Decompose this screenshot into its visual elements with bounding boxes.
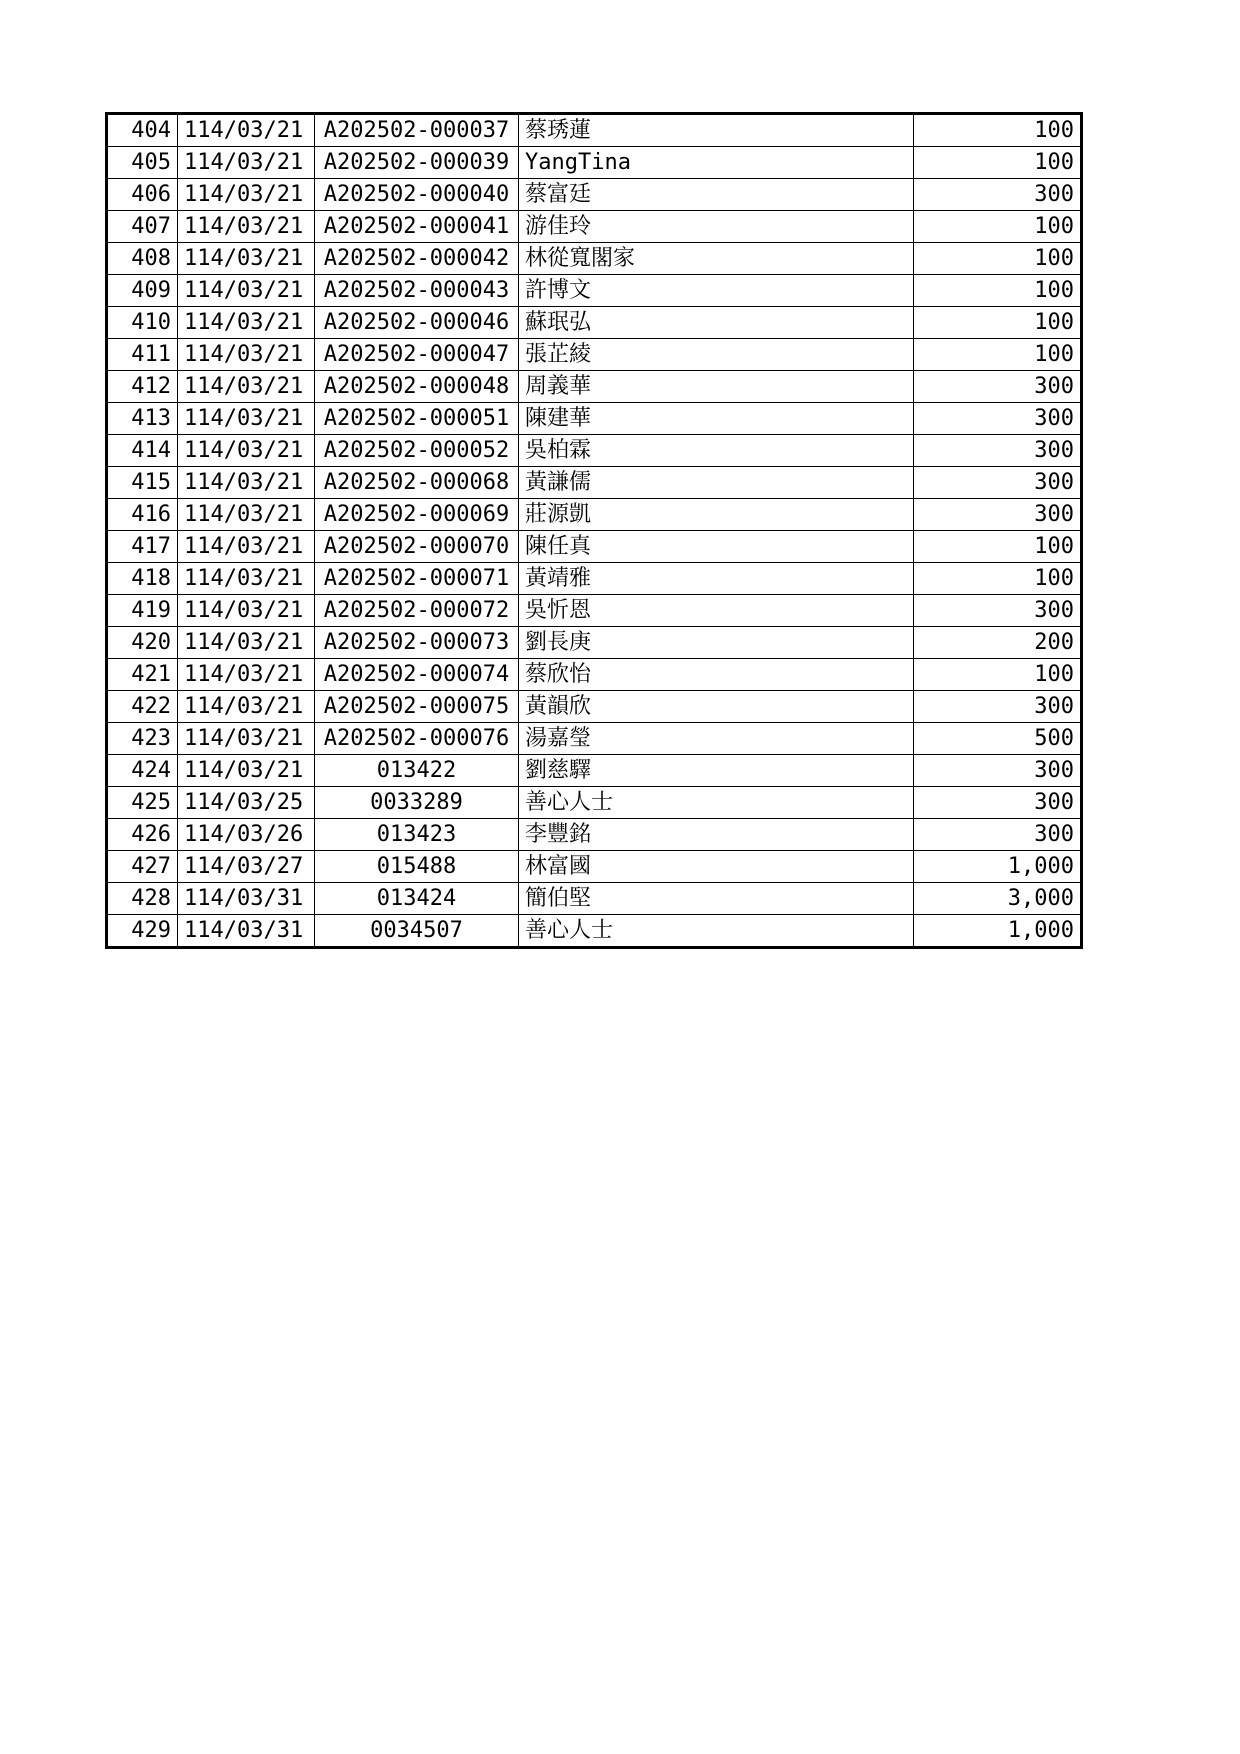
donor-name-cell: 善心人士: [519, 915, 914, 948]
table-row: [107, 627, 1082, 659]
receipt-number-cell: A202502-000040: [315, 179, 519, 211]
receipt-number-cell: 013422: [315, 755, 519, 787]
donor-name-cell: 周義華: [519, 371, 914, 403]
table-row: [107, 595, 1082, 627]
table-row: [107, 147, 1082, 179]
donor-name-cell: 林富國: [519, 851, 914, 883]
date-cell: 114/03/21: [178, 595, 315, 627]
amount-cell: 200: [914, 627, 1082, 659]
row-number-cell: 424: [107, 755, 178, 787]
table-row: [107, 371, 1082, 403]
receipt-number-cell: 0034507: [315, 915, 519, 948]
table-row: [107, 499, 1082, 531]
donor-name-cell: 吳忻恩: [519, 595, 914, 627]
donor-name-cell: 張芷綾: [519, 339, 914, 371]
receipt-number-cell: 013424: [315, 883, 519, 915]
table-row: [107, 851, 1082, 883]
donor-name-cell: 黃韻欣: [519, 691, 914, 723]
donor-name-cell: 李豐銘: [519, 819, 914, 851]
date-cell: 114/03/21: [178, 114, 315, 147]
table-row: [107, 179, 1082, 211]
row-number-cell: 428: [107, 883, 178, 915]
receipt-number-cell: A202502-000051: [315, 403, 519, 435]
receipt-number-cell: A202502-000046: [315, 307, 519, 339]
receipt-number-cell: A202502-000072: [315, 595, 519, 627]
table-row: [107, 307, 1082, 339]
row-number-cell: 407: [107, 211, 178, 243]
date-cell: 114/03/21: [178, 627, 315, 659]
row-number-cell: 405: [107, 147, 178, 179]
date-cell: 114/03/21: [178, 371, 315, 403]
receipt-number-cell: A202502-000039: [315, 147, 519, 179]
receipt-number-cell: A202502-000070: [315, 531, 519, 563]
amount-cell: 100: [914, 563, 1082, 595]
date-cell: 114/03/27: [178, 851, 315, 883]
receipt-number-cell: A202502-000043: [315, 275, 519, 307]
row-number-cell: 421: [107, 659, 178, 691]
row-number-cell: 413: [107, 403, 178, 435]
donor-name-cell: 簡伯堅: [519, 883, 914, 915]
donor-name-cell: YangTina: [519, 147, 914, 179]
row-number-cell: 417: [107, 531, 178, 563]
table-row: [107, 723, 1082, 755]
row-number-cell: 422: [107, 691, 178, 723]
receipt-number-cell: A202502-000042: [315, 243, 519, 275]
date-cell: 114/03/21: [178, 563, 315, 595]
row-number-cell: 420: [107, 627, 178, 659]
receipt-number-cell: A202502-000075: [315, 691, 519, 723]
receipt-number-cell: A202502-000068: [315, 467, 519, 499]
donor-name-cell: 陳任真: [519, 531, 914, 563]
row-number-cell: 408: [107, 243, 178, 275]
date-cell: 114/03/21: [178, 403, 315, 435]
row-number-cell: 411: [107, 339, 178, 371]
table-row: [107, 531, 1082, 563]
row-number-cell: 412: [107, 371, 178, 403]
table-row: [107, 211, 1082, 243]
row-number-cell: 410: [107, 307, 178, 339]
table-row: [107, 435, 1082, 467]
receipt-number-cell: A202502-000074: [315, 659, 519, 691]
row-number-cell: 416: [107, 499, 178, 531]
donor-name-cell: 黃謙儒: [519, 467, 914, 499]
date-cell: 114/03/21: [178, 659, 315, 691]
date-cell: 114/03/21: [178, 691, 315, 723]
row-number-cell: 426: [107, 819, 178, 851]
date-cell: 114/03/21: [178, 275, 315, 307]
table-row: [107, 691, 1082, 723]
donation-table-body: [107, 114, 1082, 948]
date-cell: 114/03/21: [178, 467, 315, 499]
table-row: [107, 563, 1082, 595]
row-number-cell: 409: [107, 275, 178, 307]
date-cell: 114/03/21: [178, 147, 315, 179]
date-cell: 114/03/21: [178, 755, 315, 787]
donor-name-cell: 陳建華: [519, 403, 914, 435]
receipt-number-cell: A202502-000069: [315, 499, 519, 531]
date-cell: 114/03/21: [178, 435, 315, 467]
table-row: [107, 659, 1082, 691]
receipt-number-cell: A202502-000071: [315, 563, 519, 595]
amount-cell: 300: [914, 787, 1082, 819]
row-number-cell: 423: [107, 723, 178, 755]
receipt-number-cell: A202502-000037: [315, 114, 519, 147]
donor-name-cell: 游佳玲: [519, 211, 914, 243]
table-row: [107, 883, 1082, 915]
amount-cell: 100: [914, 275, 1082, 307]
date-cell: 114/03/21: [178, 339, 315, 371]
table-row: [107, 915, 1082, 948]
receipt-number-cell: 015488: [315, 851, 519, 883]
donor-name-cell: 許博文: [519, 275, 914, 307]
amount-cell: 300: [914, 595, 1082, 627]
amount-cell: 300: [914, 755, 1082, 787]
table-row: [107, 787, 1082, 819]
amount-cell: 3,000: [914, 883, 1082, 915]
date-cell: 114/03/21: [178, 211, 315, 243]
row-number-cell: 425: [107, 787, 178, 819]
row-number-cell: 429: [107, 915, 178, 948]
amount-cell: 100: [914, 243, 1082, 275]
donor-name-cell: 蔡琇蓮: [519, 114, 914, 147]
donor-name-cell: 善心人士: [519, 787, 914, 819]
date-cell: 114/03/31: [178, 915, 315, 948]
receipt-number-cell: A202502-000041: [315, 211, 519, 243]
amount-cell: 100: [914, 307, 1082, 339]
row-number-cell: 415: [107, 467, 178, 499]
row-number-cell: 418: [107, 563, 178, 595]
donation-table: [105, 112, 1083, 949]
amount-cell: 300: [914, 467, 1082, 499]
date-cell: 114/03/21: [178, 243, 315, 275]
table-row: [107, 467, 1082, 499]
donor-name-cell: 蔡欣怡: [519, 659, 914, 691]
date-cell: 114/03/21: [178, 179, 315, 211]
date-cell: 114/03/26: [178, 819, 315, 851]
amount-cell: 300: [914, 179, 1082, 211]
date-cell: 114/03/25: [178, 787, 315, 819]
amount-cell: 300: [914, 691, 1082, 723]
row-number-cell: 406: [107, 179, 178, 211]
donor-name-cell: 莊源凱: [519, 499, 914, 531]
table-row: [107, 755, 1082, 787]
amount-cell: 100: [914, 114, 1082, 147]
donor-name-cell: 劉慈驛: [519, 755, 914, 787]
amount-cell: 100: [914, 659, 1082, 691]
date-cell: 114/03/21: [178, 531, 315, 563]
amount-cell: 100: [914, 147, 1082, 179]
donor-name-cell: 蘇珉弘: [519, 307, 914, 339]
donor-name-cell: 黃靖雅: [519, 563, 914, 595]
amount-cell: 1,000: [914, 851, 1082, 883]
amount-cell: 100: [914, 339, 1082, 371]
amount-cell: 500: [914, 723, 1082, 755]
amount-cell: 300: [914, 403, 1082, 435]
donor-name-cell: 吳柏霖: [519, 435, 914, 467]
receipt-number-cell: A202502-000052: [315, 435, 519, 467]
table-row: [107, 339, 1082, 371]
receipt-number-cell: A202502-000076: [315, 723, 519, 755]
donor-name-cell: 蔡富廷: [519, 179, 914, 211]
row-number-cell: 427: [107, 851, 178, 883]
amount-cell: 300: [914, 435, 1082, 467]
amount-cell: 100: [914, 211, 1082, 243]
receipt-number-cell: 0033289: [315, 787, 519, 819]
amount-cell: 300: [914, 499, 1082, 531]
donor-name-cell: 湯嘉瑩: [519, 723, 914, 755]
table-row: [107, 403, 1082, 435]
receipt-number-cell: A202502-000047: [315, 339, 519, 371]
row-number-cell: 414: [107, 435, 178, 467]
table-row: [107, 243, 1082, 275]
amount-cell: 300: [914, 819, 1082, 851]
date-cell: 114/03/21: [178, 723, 315, 755]
table-row: [107, 114, 1082, 147]
date-cell: 114/03/31: [178, 883, 315, 915]
date-cell: 114/03/21: [178, 307, 315, 339]
table-row: [107, 275, 1082, 307]
donor-name-cell: 林從寬閣家: [519, 243, 914, 275]
receipt-number-cell: A202502-000048: [315, 371, 519, 403]
row-number-cell: 404: [107, 114, 178, 147]
row-number-cell: 419: [107, 595, 178, 627]
amount-cell: 1,000: [914, 915, 1082, 948]
amount-cell: 100: [914, 531, 1082, 563]
table-row: [107, 819, 1082, 851]
receipt-number-cell: A202502-000073: [315, 627, 519, 659]
donor-name-cell: 劉長庚: [519, 627, 914, 659]
date-cell: 114/03/21: [178, 499, 315, 531]
receipt-number-cell: 013423: [315, 819, 519, 851]
amount-cell: 300: [914, 371, 1082, 403]
